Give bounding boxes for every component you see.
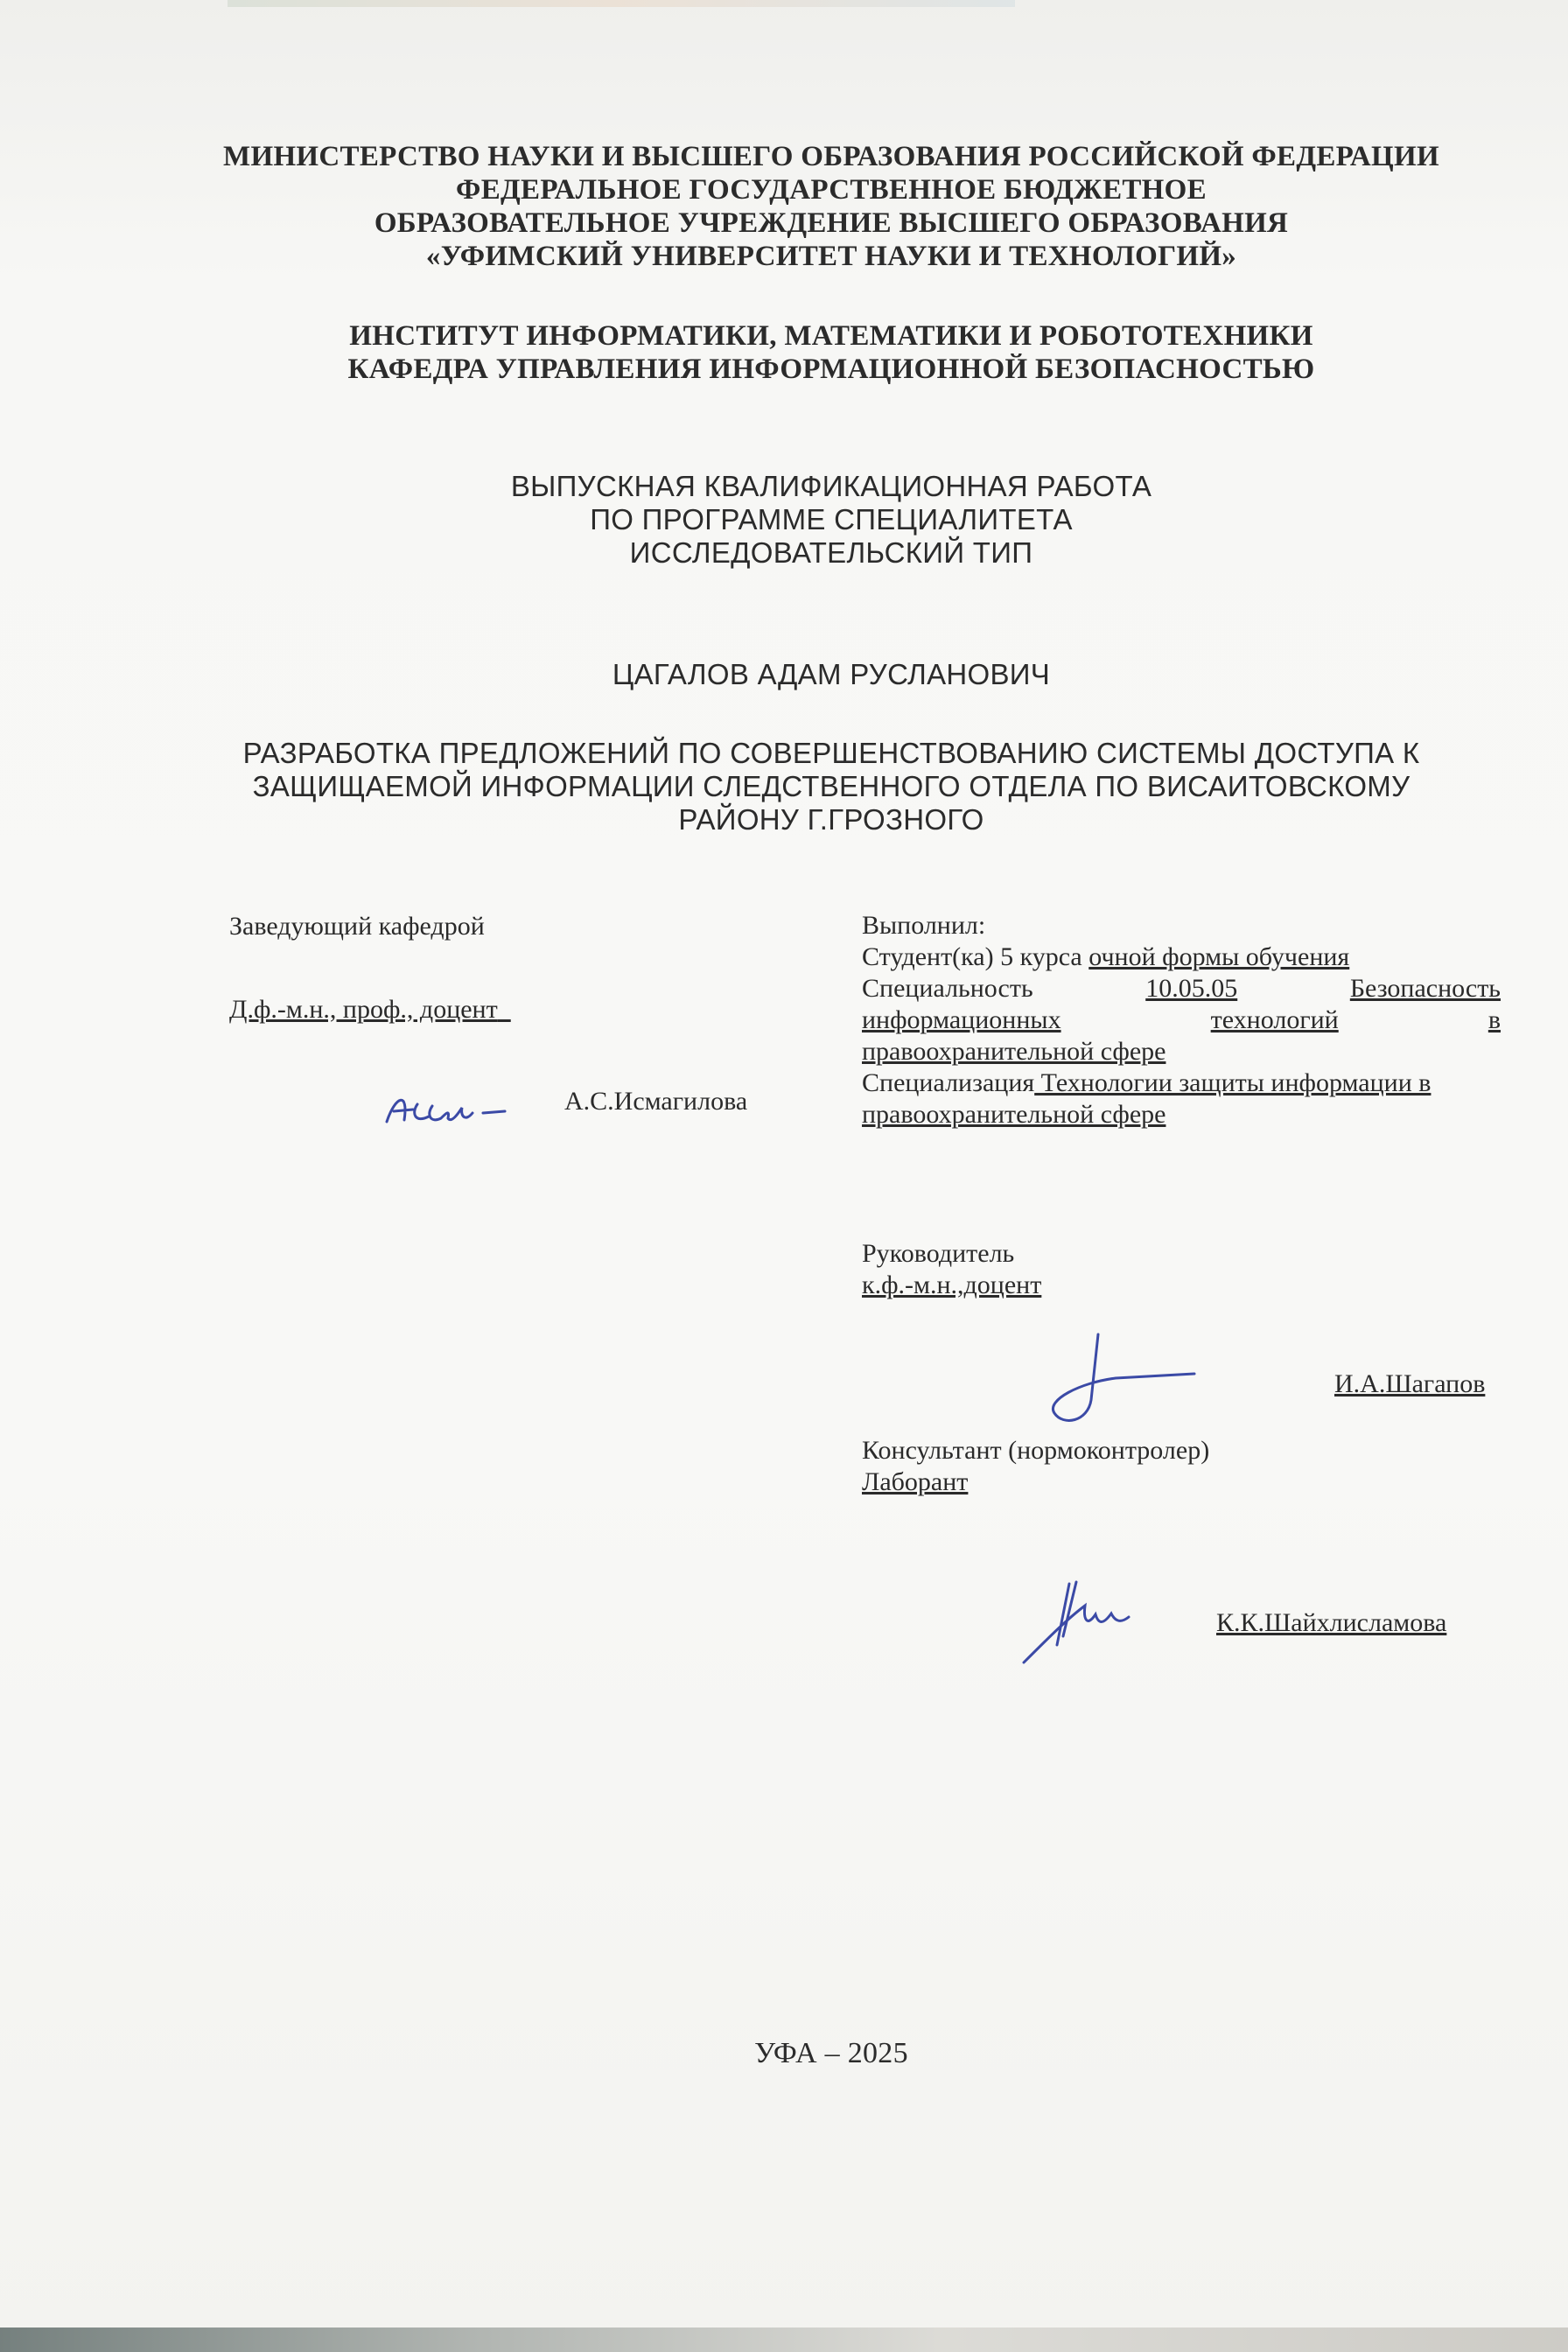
supervisor-name: И.А.Шагапов bbox=[1334, 1369, 1486, 1398]
header-line-4: «УФИМСКИЙ УНИВЕРСИТЕТ НАУКИ И ТЕХНОЛОГИЙ» bbox=[425, 241, 1237, 272]
specialty-line-1: Специальность 10.05.05 Безопасность bbox=[862, 974, 1501, 1003]
supervisor-degree: к.ф.-м.н.,доцент bbox=[862, 1270, 1042, 1299]
author-name: ЦАГАЛОВ АДАМ РУСЛАНОВИЧ bbox=[612, 658, 1051, 690]
header-line-3: ОБРАЗОВАТЕЛЬНОЕ УЧРЕЖДЕНИЕ ВЫСШЕГО ОБРАЗОВАНИЯ bbox=[374, 207, 1289, 239]
ministry-header bbox=[175, 140, 1488, 273]
header-line-2: ФЕДЕРАЛЬНОЕ ГОСУДАРСТВЕННОЕ БЮДЖЕТНОЕ bbox=[456, 174, 1207, 206]
study-form: очной формы обучения bbox=[1088, 942, 1350, 971]
institute-line: ИНСТИТУТ ИНФОРМАТИКИ, МАТЕМАТИКИ И РОБОТОТЕХНИКИ bbox=[349, 320, 1313, 352]
head-of-department-degree: Д.ф.-м.н., проф., доцент bbox=[229, 995, 498, 1024]
thesis-title-line-2: ЗАЩИЩАЕМОЙ ИНФОРМАЦИИ СЛЕДСТВЕННОГО ОТДЕЛА ПО ВИСАИТОВСКОМУ bbox=[252, 770, 1410, 802]
consultant-label: Консультант (нормоконтролер) bbox=[862, 1436, 1210, 1465]
header-line-1: МИНИСТЕРСТВО НАУКИ И ВЫСШЕГО ОБРАЗОВАНИЯ РОССИЙСКОЙ ФЕДЕРАЦИИ bbox=[223, 141, 1439, 172]
student-label: Выполнил: bbox=[862, 911, 986, 940]
page-top-edge bbox=[228, 0, 1015, 7]
head-signature bbox=[378, 1087, 553, 1139]
head-name: А.С.Исмагилова bbox=[564, 1087, 748, 1116]
student-course: Студент(ка) 5 курса очной формы обучения bbox=[862, 942, 1350, 971]
institute-header bbox=[175, 319, 1488, 386]
supervisor-signature bbox=[1028, 1330, 1203, 1444]
department-line: КАФЕДРА УПРАВЛЕНИЯ ИНФОРМАЦИОННОЙ БЕЗОПАСНОСТЬЮ bbox=[347, 354, 1315, 385]
specialty-line-2: информационных технологий в bbox=[862, 1005, 1501, 1034]
thesis-title-line-3: РАЙОНУ Г.ГРОЗНОГО bbox=[678, 803, 984, 836]
work-type bbox=[175, 470, 1488, 570]
consultant-name: К.К.Шайхлисламова bbox=[1216, 1608, 1447, 1637]
work-type-line-1: ВЫПУСКНАЯ КВАЛИФИКАЦИОННАЯ РАБОТА bbox=[510, 470, 1152, 502]
specialization-line-2: правоохранительной сфере bbox=[862, 1100, 1166, 1129]
specialty-line-3: правоохранительной сфере bbox=[862, 1037, 1166, 1066]
specialization: Специализация Технологии защиты информации в bbox=[862, 1068, 1432, 1097]
work-type-line-3: ИССЛЕДОВАТЕЛЬСКИЙ ТИП bbox=[629, 536, 1033, 569]
work-type-line-2: ПО ПРОГРАММЕ СПЕЦИАЛИТЕТА bbox=[590, 503, 1073, 536]
thesis-title bbox=[175, 737, 1488, 836]
head-of-department-label: Заведующий кафедрой bbox=[229, 912, 485, 941]
thesis-title-line-1: РАЗРАБОТКА ПРЕДЛОЖЕНИЙ ПО СОВЕРШЕНСТВОВАНИЮ СИСТЕМЫ ДОСТУПА К bbox=[242, 737, 1420, 769]
consultant-signature bbox=[1015, 1575, 1146, 1671]
consultant-position: Лаборант bbox=[862, 1467, 969, 1496]
page-bottom-edge bbox=[0, 2328, 1568, 2352]
city-year: УФА – 2025 bbox=[754, 2037, 908, 2069]
specialty-code: 10.05.05 bbox=[1145, 974, 1238, 1003]
supervisor-label: Руководитель bbox=[862, 1239, 1015, 1268]
